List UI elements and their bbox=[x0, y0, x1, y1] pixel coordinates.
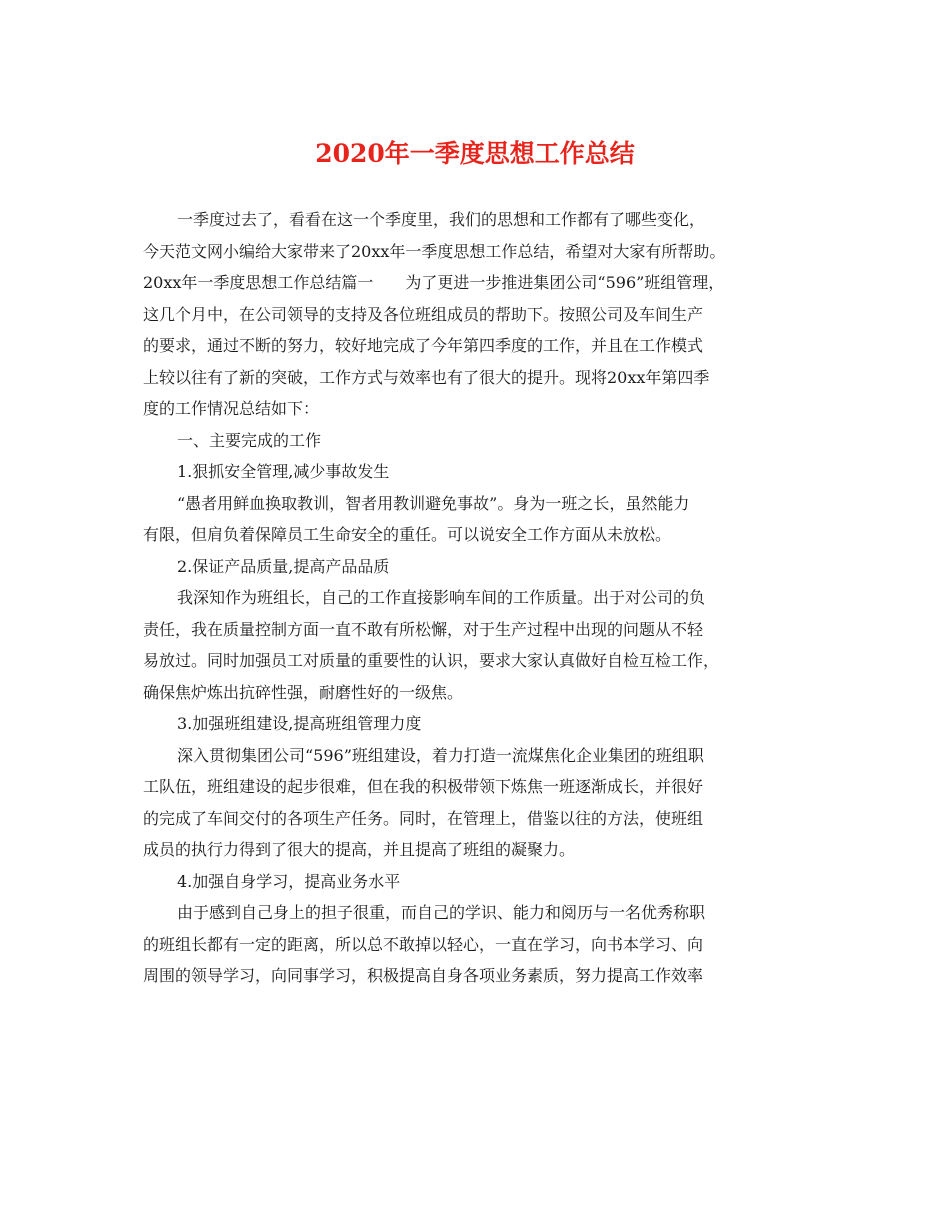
body-text-line: 度的工作情况总结如下： bbox=[143, 399, 320, 418]
body-text-line: 今天范文网小编给大家带来了20xx年一季度思想工作总结，希望对大家有所帮助。 bbox=[143, 241, 726, 261]
body-text-line: 我深知作为班组长，自己的工作直接影响车间的工作质量。出于对公司的负 bbox=[177, 588, 706, 607]
body-text-line: 责任，我在质量控制方面一直不敢有所松懈，对于生产过程中出现的问题从不轻 bbox=[143, 619, 704, 639]
body-text-line: 3.加强班组建设,提高班组管理力度 bbox=[177, 714, 422, 733]
body-text-line: 20xx年一季度思想工作总结篇一 为了更进一步推进集团公司“596”班组管理， bbox=[143, 273, 725, 292]
body-text-line: 2.保证产品质量,提高产品品质 bbox=[177, 556, 390, 576]
body-text-line: 一、主要完成的工作 bbox=[177, 430, 322, 450]
body-text-line: 这几个月中，在公司领导的支持及各位班组成员的帮助下。按照公司及车间生产 bbox=[143, 304, 704, 324]
body-text-line: 有限，但肩负着保障员工生命安全的重任。可以说安全工作方面从未放松。 bbox=[143, 525, 672, 544]
body-text-line: 上较以往有了新的突破，工作方式与效率也有了很大的提升。现将20xx年第四季 bbox=[143, 367, 710, 387]
body-text-line: 的班组长都有一定的距离，所以总不敢掉以轻心，一直在学习，向书本学习、向 bbox=[143, 934, 704, 954]
body-text-line: “愚者用鲜血换取教训，智者用教训避免事故”。身为一班之长，虽然能力 bbox=[177, 493, 690, 513]
body-text-line: 周围的领导学习，向同事学习，积极提高自身各项业务素质，努力提高工作效率 bbox=[143, 966, 704, 985]
body-text-line: 确保焦炉炼出抗碎性强，耐磨性好的一级焦。 bbox=[143, 682, 464, 702]
body-text-line: 的要求，通过不断的努力，较好地完成了今年第四季度的工作，并且在工作模式 bbox=[143, 336, 704, 355]
body-text-line: 4.加强自身学习，提高业务水平 bbox=[177, 871, 401, 891]
body-text-line: 工队伍，班组建设的起步很难，但在我的积极带领下炼焦一班逐渐成长，并很好 bbox=[143, 777, 704, 796]
body-text-line: 易放过。同时加强员工对质量的重要性的认识，要求大家认真做好自检互检工作， bbox=[143, 651, 720, 670]
page-title: 2020年一季度思想工作总结 bbox=[315, 139, 635, 168]
body-text-line: 的完成了车间交付的各项生产任务。同时，在管理上，借鉴以往的方法，使班组 bbox=[143, 808, 704, 828]
document-body bbox=[143, 204, 843, 992]
body-text-line: 1.狠抓安全管理,减少事故发生 bbox=[177, 462, 390, 481]
body-text-line: 深入贯彻集团公司“596”班组建设，着力打造一流煤焦化企业集团的班组职 bbox=[177, 745, 704, 765]
body-text-line: 一季度过去了，看看在这一个季度里，我们的思想和工作都有了哪些变化， bbox=[177, 210, 706, 229]
body-text-line: 由于感到自己身上的担子很重，而自己的学识、能力和阅历与一名优秀称职 bbox=[177, 903, 706, 922]
body-text-line: 成员的执行力得到了很大的提高，并且提高了班组的凝聚力。 bbox=[143, 840, 576, 859]
